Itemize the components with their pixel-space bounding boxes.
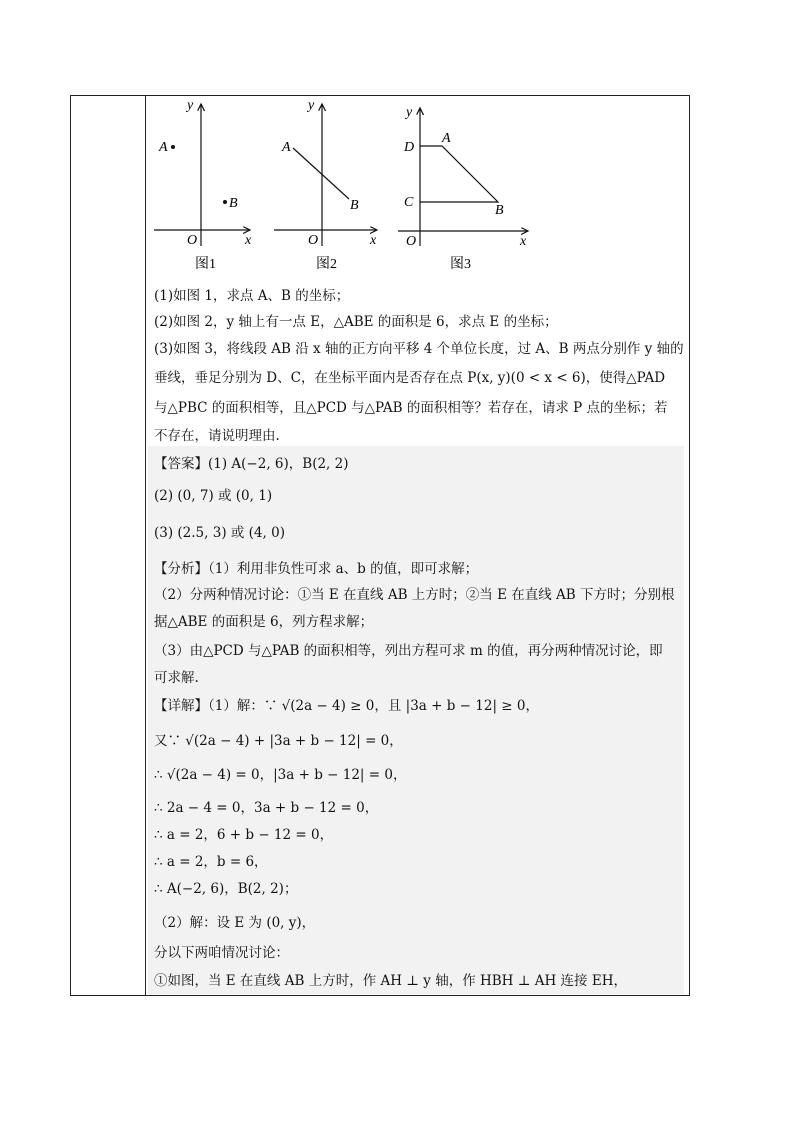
fig1-y-label: y bbox=[187, 98, 194, 113]
answer-2: (2) (0, 7) 或 (0, 1) bbox=[154, 488, 273, 504]
question-2: (2)如图 2，y 轴上有一点 E，△ABE 的面积是 6，求点 E 的坐标； bbox=[154, 314, 558, 330]
detail-7: ∴ A(−2, 6)，B(2, 2)； bbox=[154, 881, 298, 897]
analysis-2-line-2: 据△ABE 的面积是 6，列方程求解； bbox=[154, 614, 374, 630]
detail-2: 又∵ √(2a − 4) + |3a + b − 12| = 0， bbox=[154, 733, 403, 749]
detail-6: ∴ a = 2，b = 6， bbox=[154, 854, 268, 870]
analysis-3-line-2: 可求解. bbox=[154, 670, 199, 686]
fig2-b-label: B bbox=[350, 198, 359, 213]
answer-1: 【答案】(1) A(−2, 6)，B(2, 2) bbox=[154, 456, 349, 472]
content-cell bbox=[148, 96, 684, 989]
fig3-d-label: D bbox=[404, 140, 415, 155]
fig1-point-a bbox=[171, 145, 175, 149]
fig3-origin-label: O bbox=[406, 234, 417, 249]
fig1-x-label: x bbox=[245, 233, 252, 248]
figure-3 bbox=[398, 105, 528, 272]
analysis-3-line-1: （3）由△PCD 与△PAB 的面积相等，列出方程可求 m 的值，再分两种情况讨论，即 bbox=[154, 643, 663, 659]
figures-row bbox=[148, 96, 684, 276]
analysis-1: 【分析】（1）利用非负性可求 a、b 的值，即可求解； bbox=[154, 561, 479, 577]
detail-9: 分以下两咱情况讨论： bbox=[154, 945, 289, 961]
figure-1 bbox=[154, 98, 252, 272]
table-column-divider bbox=[145, 95, 146, 996]
detail-8: （2）解：设 E 为 (0, y)， bbox=[154, 915, 316, 931]
question-3-line-4: 不存在，请说明理由. bbox=[154, 428, 280, 444]
detail-5: ∴ a = 2，6 + b − 12 = 0， bbox=[154, 827, 334, 843]
fig3-x-label: x bbox=[520, 234, 527, 249]
fig3-shape bbox=[420, 146, 498, 202]
fig1-point-b bbox=[223, 200, 227, 204]
fig2-origin-label: O bbox=[308, 233, 319, 248]
fig3-b-label: B bbox=[495, 203, 504, 218]
fig3-c-label: C bbox=[404, 195, 414, 210]
fig1-caption: 图1 bbox=[195, 257, 216, 272]
fig2-y-label: y bbox=[308, 98, 315, 113]
analysis-2-line-1: （2）分两种情况讨论：①当 E 在直线 AB 上方时；②当 E 在直线 AB 下方时；分别根 bbox=[154, 587, 675, 603]
detail-1: 【详解】（1）解：∵ √(2a − 4) ≥ 0，且 |3a + b − 12| ≥ 0， bbox=[154, 698, 539, 714]
fig2-x-label: x bbox=[370, 233, 377, 248]
detail-10: ①如图，当 E 在直线 AB 上方时，作 AH ⊥ y 轴，作 HBH ⊥ AH 连接 EH， bbox=[154, 973, 627, 989]
fig3-a-label: A bbox=[442, 131, 451, 146]
fig1-a-label: A bbox=[159, 140, 168, 155]
fig1-origin-label: O bbox=[187, 233, 198, 248]
fig3-caption: 图3 bbox=[450, 257, 471, 272]
figure-2 bbox=[274, 98, 377, 272]
question-3-line-1: (3)如图 3，将线段 AB 沿 x 轴的正方向平移 4 个单位长度，过 A、B 两点分别作 y 轴的 bbox=[154, 341, 684, 357]
fig3-y-label: y bbox=[406, 105, 413, 120]
fig1-b-label: B bbox=[229, 196, 238, 211]
fig2-segment-ab bbox=[293, 148, 349, 199]
detail-3: ∴ √(2a − 4) = 0，|3a + b − 12| = 0， bbox=[154, 767, 407, 783]
question-3-line-2: 垂线，垂足分别为 D、C，在坐标平面内是否存在点 P(x, y)(0 < x < 6)，使得△PAD bbox=[154, 370, 666, 386]
detail-4: ∴ 2a − 4 = 0，3a + b − 12 = 0， bbox=[154, 800, 379, 816]
figures-svg bbox=[148, 96, 684, 276]
question-3-line-3: 与△PBC 的面积相等，且△PCD 与△PAB 的面积相等？若存在，请求 P 点的坐标；若 bbox=[154, 400, 668, 416]
answer-3: (3) (2.5, 3) 或 (4, 0) bbox=[154, 525, 285, 541]
fig2-a-label: A bbox=[282, 140, 291, 155]
question-1: (1)如图 1，求点 A、B 的坐标； bbox=[154, 288, 350, 304]
fig2-caption: 图2 bbox=[316, 257, 337, 272]
